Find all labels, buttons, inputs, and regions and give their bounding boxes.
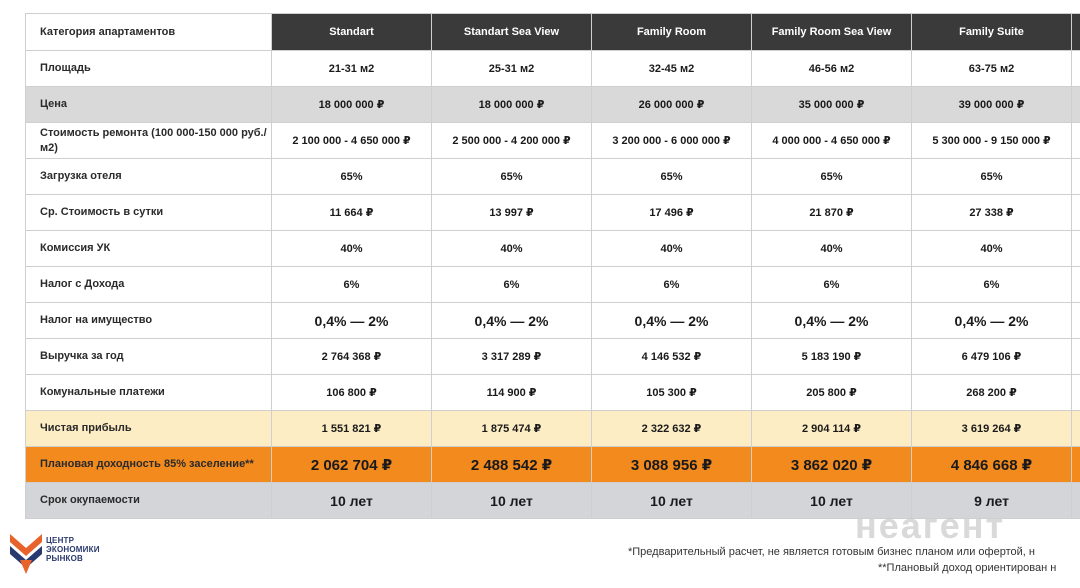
cell-value: 10 лет	[752, 483, 912, 519]
cell-value: 17 496 ₽	[592, 195, 752, 231]
cell-extra	[1072, 123, 1080, 159]
cell-value: 2 904 114 ₽	[752, 411, 912, 447]
cell-value: 25-31 м2	[432, 51, 592, 87]
apartments-table	[25, 13, 1080, 519]
table-row-area	[26, 51, 1080, 87]
table-row-commission	[26, 231, 1080, 267]
cell-value: 0,4% — 2%	[432, 303, 592, 339]
cell-value: 10 лет	[432, 483, 592, 519]
table-row-revenue	[26, 339, 1080, 375]
cell-value: 6%	[912, 267, 1072, 303]
watermark: неагент	[855, 505, 1006, 546]
cell-value: 6%	[432, 267, 592, 303]
cell-value: 27 338 ₽	[912, 195, 1072, 231]
cell-value: 3 619 264 ₽	[912, 411, 1072, 447]
header-standart: Standart	[272, 14, 432, 51]
footnote-2: **Плановый доход ориентирован н	[878, 562, 1057, 574]
row-label: Загрузка отеля	[26, 159, 272, 195]
table-row-occupancy	[26, 159, 1080, 195]
cell-value: 65%	[752, 159, 912, 195]
footnote-1: *Предварительный расчет, не является готовым бизнес планом или офертой, н	[628, 546, 1035, 558]
row-label: Налог с Дохода	[26, 267, 272, 303]
cell-value: 2 488 542 ₽	[432, 447, 592, 483]
logo-line-3: РЫНКОВ	[46, 554, 84, 563]
cell-value: 65%	[592, 159, 752, 195]
cell-extra	[1072, 303, 1080, 339]
cell-value: 268 200 ₽	[912, 375, 1072, 411]
row-label: Площадь	[26, 51, 272, 87]
cell-value: 32-45 м2	[592, 51, 752, 87]
cell-value: 35 000 000 ₽	[752, 87, 912, 123]
cell-extra	[1072, 447, 1080, 483]
cell-value: 4 846 668 ₽	[912, 447, 1072, 483]
cell-value: 0,4% — 2%	[912, 303, 1072, 339]
cell-value: 1 551 821 ₽	[272, 411, 432, 447]
logo-line-1: ЦЕНТР	[46, 536, 75, 545]
cell-value: 2 322 632 ₽	[592, 411, 752, 447]
cell-value: 40%	[912, 231, 1072, 267]
row-label: Цена	[26, 87, 272, 123]
row-label: Комунальные платежи	[26, 375, 272, 411]
row-label: Чистая прибыль	[26, 411, 272, 447]
cell-value: 21 870 ₽	[752, 195, 912, 231]
cell-value: 18 000 000 ₽	[432, 87, 592, 123]
table-row-net-profit	[26, 411, 1080, 447]
cell-value: 4 000 000 - 4 650 000 ₽	[752, 123, 912, 159]
cell-value: 65%	[432, 159, 592, 195]
cell-value: 11 664 ₽	[272, 195, 432, 231]
cell-value: 40%	[592, 231, 752, 267]
cell-value: 10 лет	[272, 483, 432, 519]
cell-value: 205 800 ₽	[752, 375, 912, 411]
table-row-renovation	[26, 123, 1080, 159]
logo-line-2: ЭКОНОМИКИ	[46, 545, 100, 554]
cell-value: 13 997 ₽	[432, 195, 592, 231]
cell-value: 3 862 020 ₽	[752, 447, 912, 483]
table-row-daily-rate	[26, 195, 1080, 231]
table-header-row	[26, 14, 1080, 51]
cell-extra	[1072, 87, 1080, 123]
cell-value: 65%	[912, 159, 1072, 195]
cell-value: 4 146 532 ₽	[592, 339, 752, 375]
cell-value: 105 300 ₽	[592, 375, 752, 411]
row-label: Плановая доходность 85% заселение**	[26, 447, 272, 483]
cell-value: 5 183 190 ₽	[752, 339, 912, 375]
cell-value: 2 500 000 - 4 200 000 ₽	[432, 123, 592, 159]
cell-value: 2 764 368 ₽	[272, 339, 432, 375]
cell-value: 6%	[752, 267, 912, 303]
cell-value: 63-75 м2	[912, 51, 1072, 87]
cell-value: 1 875 474 ₽	[432, 411, 592, 447]
cell-value: 3 317 289 ₽	[432, 339, 592, 375]
row-label: Налог на имущество	[26, 303, 272, 339]
table-row-income-tax	[26, 267, 1080, 303]
table-row-price	[26, 87, 1080, 123]
cell-value: 114 900 ₽	[432, 375, 592, 411]
header-family-room-sea-view: Family Room Sea View	[752, 14, 912, 51]
cell-value: 46-56 м2	[752, 51, 912, 87]
cell-value: 40%	[432, 231, 592, 267]
row-label: Ср. Стоимость в сутки	[26, 195, 272, 231]
row-label: Выручка за год	[26, 339, 272, 375]
cell-value: 26 000 000 ₽	[592, 87, 752, 123]
cell-value: 106 800 ₽	[272, 375, 432, 411]
header-standart-sea-view: Standart Sea View	[432, 14, 592, 51]
cell-extra	[1072, 159, 1080, 195]
cell-extra	[1072, 483, 1080, 519]
cell-value: 2 062 704 ₽	[272, 447, 432, 483]
header-extra	[1072, 14, 1080, 51]
cell-value: 18 000 000 ₽	[272, 87, 432, 123]
cell-value: 40%	[752, 231, 912, 267]
row-label: Стоимость ремонта (100 000-150 000 руб./м2)	[26, 123, 272, 159]
cell-value: 3 088 956 ₽	[592, 447, 752, 483]
logo-text	[46, 536, 100, 563]
cell-value: 21-31 м2	[272, 51, 432, 87]
cell-value: 39 000 000 ₽	[912, 87, 1072, 123]
cell-value: 0,4% — 2%	[272, 303, 432, 339]
cell-value: 65%	[272, 159, 432, 195]
cell-extra	[1072, 51, 1080, 87]
table-row-planned-yield	[26, 447, 1080, 483]
cell-extra	[1072, 411, 1080, 447]
cell-extra	[1072, 195, 1080, 231]
cell-value: 6%	[272, 267, 432, 303]
cell-value: 9 лет	[912, 483, 1072, 519]
cell-value: 6 479 106 ₽	[912, 339, 1072, 375]
cell-value: 10 лет	[592, 483, 752, 519]
table-row-property-tax	[26, 303, 1080, 339]
row-label: Комиссия УК	[26, 231, 272, 267]
cell-extra	[1072, 339, 1080, 375]
cell-value: 0,4% — 2%	[592, 303, 752, 339]
cell-value: 5 300 000 - 9 150 000 ₽	[912, 123, 1072, 159]
cell-value: 2 100 000 - 4 650 000 ₽	[272, 123, 432, 159]
row-label: Срок окупаемости	[26, 483, 272, 519]
cell-value: 40%	[272, 231, 432, 267]
cell-value: 3 200 000 - 6 000 000 ₽	[592, 123, 752, 159]
cell-extra	[1072, 267, 1080, 303]
cell-extra	[1072, 375, 1080, 411]
header-category-label: Категория апартаментов	[26, 14, 272, 51]
cell-value: 6%	[592, 267, 752, 303]
table-row-utilities	[26, 375, 1080, 411]
logo-chevron-tip	[20, 560, 32, 574]
cell-value: 0,4% — 2%	[752, 303, 912, 339]
header-family-room: Family Room	[592, 14, 752, 51]
header-family-suite: Family Suite	[912, 14, 1072, 51]
cell-extra	[1072, 231, 1080, 267]
